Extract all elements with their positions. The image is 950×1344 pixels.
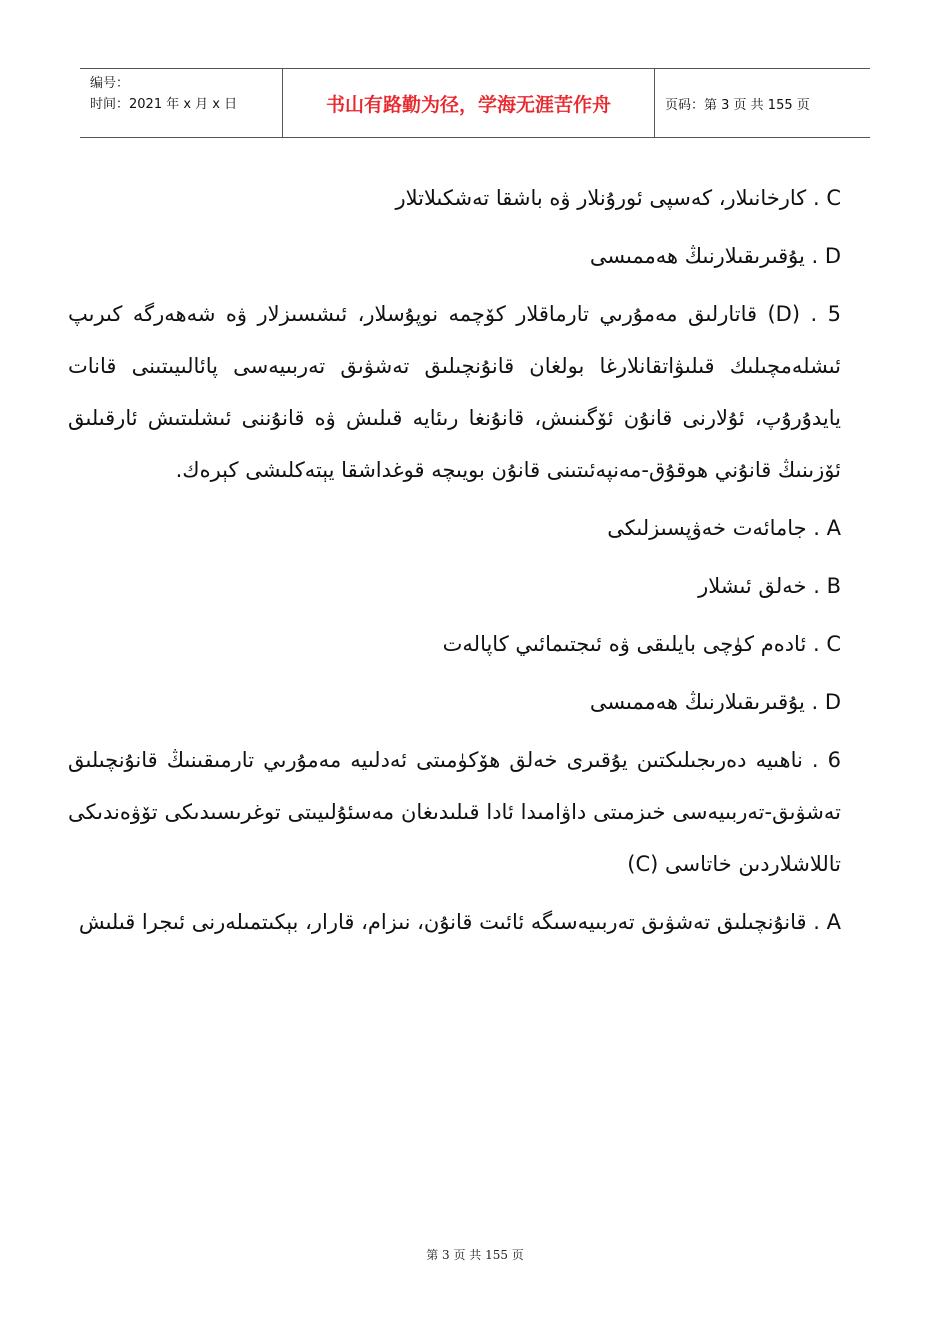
option-d: D . يۇقىرىقىلارنىڭ ھەممىسى [589, 690, 841, 714]
page-footer: 第 3 页 共 155 页 [426, 1248, 524, 1262]
option-d: D . يۇقىرىقىلارنىڭ ھەممىسى [589, 244, 841, 268]
question-6: 6 . ناھىيە دەرىجىلىكتىن يۇقىرى خەلق ھۆكۈمىتى ئەدلىيە مەمۇرىي تارمىقىنىڭ قانۇنچىلىق تەشۋىق-تەربىيەسى خىزمىتى داۋامىدا ئادا قىلىدىغان مەسئۇلىيىتى توغرىسىدىكى تۆۋەندىكى تاللاشلاردىن خاتاسى (C) [68, 748, 841, 876]
header-meta [80, 69, 282, 137]
number-label: 编号： [90, 76, 130, 91]
option-a: A . قانۇنچىلىق تەشۋىق تەربىيەسىگە ئائىت قانۇن، نىزام، قارار، بېكىتمىلەرنى ئىجرا قىلىش [78, 910, 841, 934]
question-5: 5 . (D) قاتارلىق مەمۇرىي تارماقلار كۆچمە نوپۇسلار، ئىشسىزلار ۋە شەھەرگە كىرىپ ئىشلەمچىلىك قىلىۋاتقانلارغا بولغان قانۇنچىلىق تەشۋىق تەربىيەسى پائالىيىتىنى قانات يايدۇرۇپ، ئۇلارنى قانۇن ئۆگىنىش، قانۇنغا رىئايە قىلىش ۋە قانۇننى ئىشلىتىش ئارقىلىق ئۆزىنىڭ قانۇني ھوقۇق-مەنپەئىتىنى قانۇن بويىچە قوغداشقا يېتەكلىشى كېرەك. [68, 302, 841, 482]
header-page-info: 页码：第 3 页 共 155 页 [665, 97, 810, 113]
header-motto: 书山有路勤为径，学海无涯苦作舟 [282, 69, 655, 137]
option-c: C . كارخانىلار، كەسپى ئورۇنلار ۋە باشقا تەشكىلاتلار [395, 186, 841, 210]
document-body [68, 172, 841, 954]
option-a: A . جامائەت خەۋپسىزلىكى [607, 516, 841, 540]
time-label: 时间：2021 年 x 月 x 日 [90, 97, 238, 112]
option-b: B . خەلق ئىشلار [698, 574, 841, 598]
option-c: C . ئادەم كۈچى بايلىقى ۋە ئىجتىمائىي كاپالەت [442, 632, 841, 656]
page-header [80, 68, 870, 138]
